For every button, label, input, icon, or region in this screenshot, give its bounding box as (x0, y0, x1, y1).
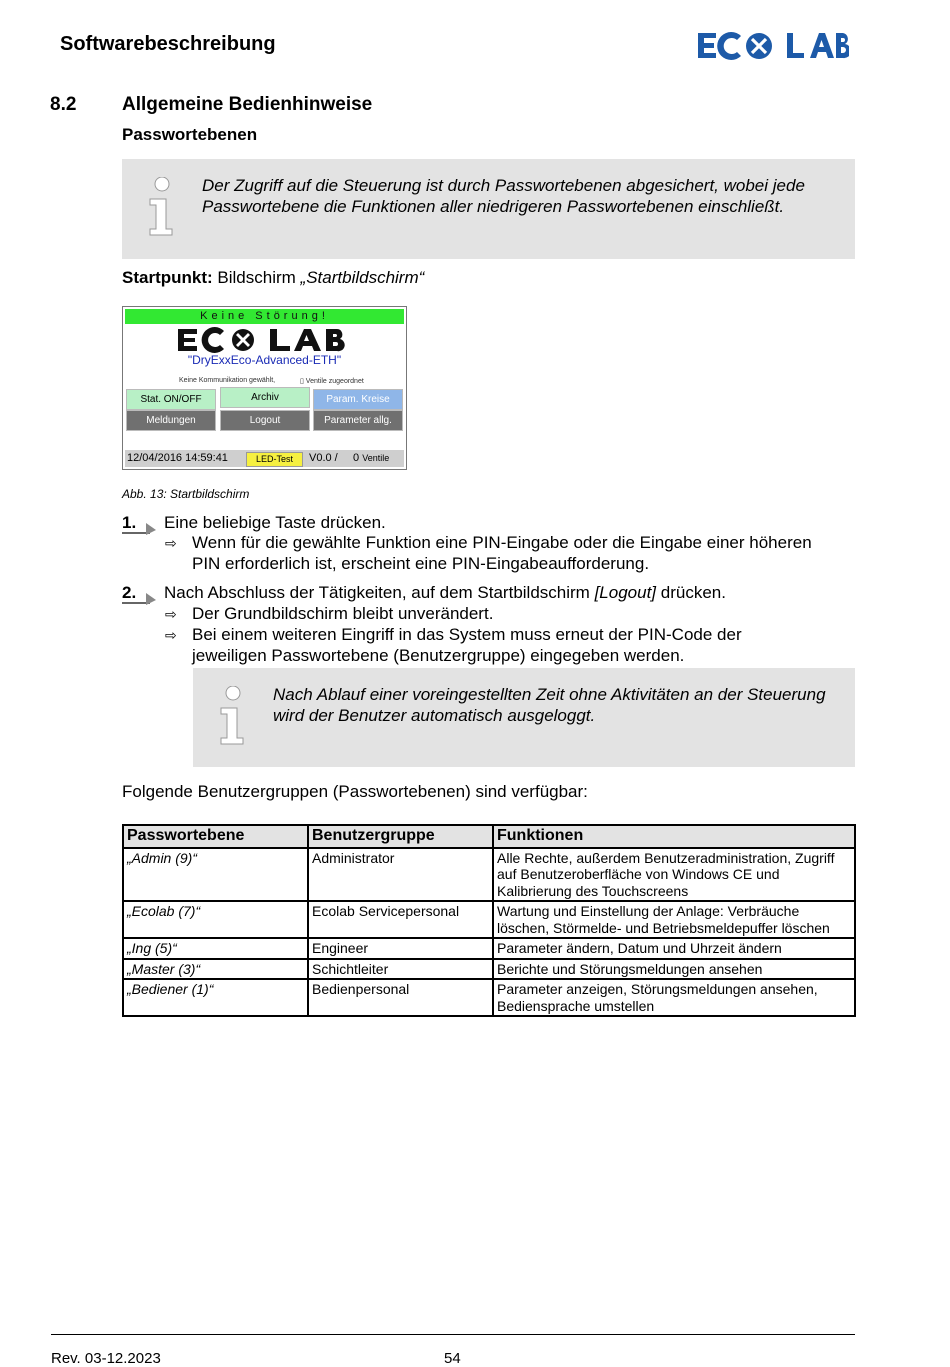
ecolab-logo (697, 30, 849, 62)
subsection-title: Passwortebenen (122, 125, 258, 144)
info-icon (217, 686, 249, 746)
table-cell: „Master (3)“ (123, 959, 308, 980)
table-cell: Ecolab Servicepersonal (308, 901, 493, 938)
table-row (123, 901, 855, 938)
table-cell: „Ecolab (7)“ (123, 901, 308, 938)
archiv-button[interactable]: Archiv (220, 387, 310, 408)
figure-caption: Abb. 13: Startbildschirm (122, 487, 250, 501)
start-point-prefix: Bildschirm (217, 268, 296, 287)
result-arrow-icon: ⇨ (165, 535, 177, 551)
password-levels-table (122, 824, 856, 1017)
valve-count (353, 450, 389, 467)
logout-reference: [Logout] (594, 583, 657, 602)
start-screen-image (122, 306, 407, 470)
table-row (123, 938, 855, 959)
step-number: 2. (122, 583, 137, 602)
step-number: 1. (122, 513, 137, 532)
table-cell: Schichtleiter (308, 959, 493, 980)
led-test-button[interactable]: LED-Test (246, 452, 303, 467)
info-icon (146, 177, 178, 237)
page-number: 54 (444, 1350, 461, 1367)
table-row (123, 959, 855, 980)
table-cell: „Ing (5)“ (123, 938, 308, 959)
meldungen-button[interactable]: Meldungen (126, 410, 216, 431)
communication-text: Keine Kommunikation gewählt, (179, 377, 276, 384)
step-result: Der Grundbildschirm bleibt unverändert. (192, 604, 494, 623)
table-header-row (123, 825, 855, 848)
table-cell: Engineer (308, 938, 493, 959)
table-row (123, 848, 855, 902)
table-cell: Parameter anzeigen, Störungsmeldungen ansehen, Bediensprache umstellen (493, 979, 855, 1016)
start-point-label: Startpunkt: (122, 268, 213, 287)
footer-revision: Rev. 03-12.2023 (51, 1350, 161, 1367)
info-note-text: Der Zugriff auf die Steuerung ist durch Passwortebenen abgesichert, wobei jede Passwortebene die Funktionen aller niedrigeren Passwortebenen einschließt. (202, 176, 805, 216)
valve-count-label: Ventile (362, 453, 390, 463)
table-cell: Bedienpersonal (308, 979, 493, 1016)
datetime: 12/04/2016 14:59:41 (127, 452, 228, 464)
start-point (122, 268, 424, 288)
parameter-allg-button[interactable]: Parameter allg. (313, 410, 403, 431)
footer-divider (51, 1334, 855, 1335)
info-note (122, 159, 855, 259)
step-result: Bei einem weiteren Eingriff in das System muss erneut der PIN-Code der jeweiligen Passwortebene (Benutzergruppe) eingegeben werden. (192, 625, 742, 665)
result-arrow-icon: ⇨ (165, 606, 177, 622)
column-header: Passwortebene (123, 825, 308, 848)
param-kreise-button[interactable]: Param. Kreise (313, 389, 403, 410)
table-cell: „Admin (9)“ (123, 848, 308, 902)
table-cell: Wartung und Einstellung der Anlage: Verbräuche löschen, Störmelde- und Betriebsmeldepuffer löschen (493, 901, 855, 938)
section-title: Allgemeine Bedienhinweise (122, 94, 373, 115)
status-bar: Keine Störung! (125, 309, 404, 324)
result-arrow-icon: ⇨ (165, 627, 177, 643)
table-intro: Folgende Benutzergruppen (Passwortebenen) sind verfügbar: (122, 782, 588, 801)
step-arrow-icon (122, 591, 156, 605)
section-number: 8.2 (50, 94, 77, 115)
table-cell: „Bediener (1)“ (123, 979, 308, 1016)
step-text: Eine beliebige Taste drücken. (164, 513, 386, 532)
info-note-text: Nach Ablauf einer voreingestellten Zeit ohne Aktivitäten an der Steuerung wird der Benutzer automatisch ausgeloggt. (273, 685, 826, 725)
table-cell: Berichte und Störungsmeldungen ansehen (493, 959, 855, 980)
step-text (164, 583, 726, 604)
logout-button[interactable]: Logout (220, 410, 310, 431)
screen-footer (125, 450, 404, 467)
table-row (123, 979, 855, 1016)
valves-text: ▯ Ventile zugeordnet (300, 378, 364, 385)
version: V0.0 / (309, 452, 338, 464)
start-point-screen: „Startbildschirm“ (300, 268, 425, 287)
column-header: Funktionen (493, 825, 855, 848)
info-note (193, 668, 855, 767)
stat-onoff-button[interactable]: Stat. ON/OFF (126, 389, 216, 410)
step-text-before: Nach Abschluss der Tätigkeiten, auf dem Startbildschirm (164, 583, 590, 602)
table-cell: Administrator (308, 848, 493, 902)
table-cell: Parameter ändern, Datum und Uhrzeit ändern (493, 938, 855, 959)
table-cell: Alle Rechte, außerdem Benutzeradministration, Zugriff auf Benutzeroberfläche von Windows CE und Kalibrierung des Touchscreens (493, 848, 855, 902)
step-arrow-icon (122, 521, 156, 535)
step-text-after: drücken. (660, 583, 726, 602)
valve-count-value: 0 (353, 452, 360, 464)
valves-label: Ventile zugeordnet (305, 378, 364, 385)
device-name: "DryExxEco-Advanced-ETH" (187, 353, 342, 367)
page-header-title: Softwarebeschreibung (60, 33, 276, 55)
step-result: Wenn für die gewählte Funktion eine PIN-Eingabe oder die Eingabe einer höheren PIN erforderlich ist, erscheint eine PIN-Eingabeaufforderung. (192, 533, 812, 573)
column-header: Benutzergruppe (308, 825, 493, 848)
screen-ecolab-logo (176, 327, 354, 353)
